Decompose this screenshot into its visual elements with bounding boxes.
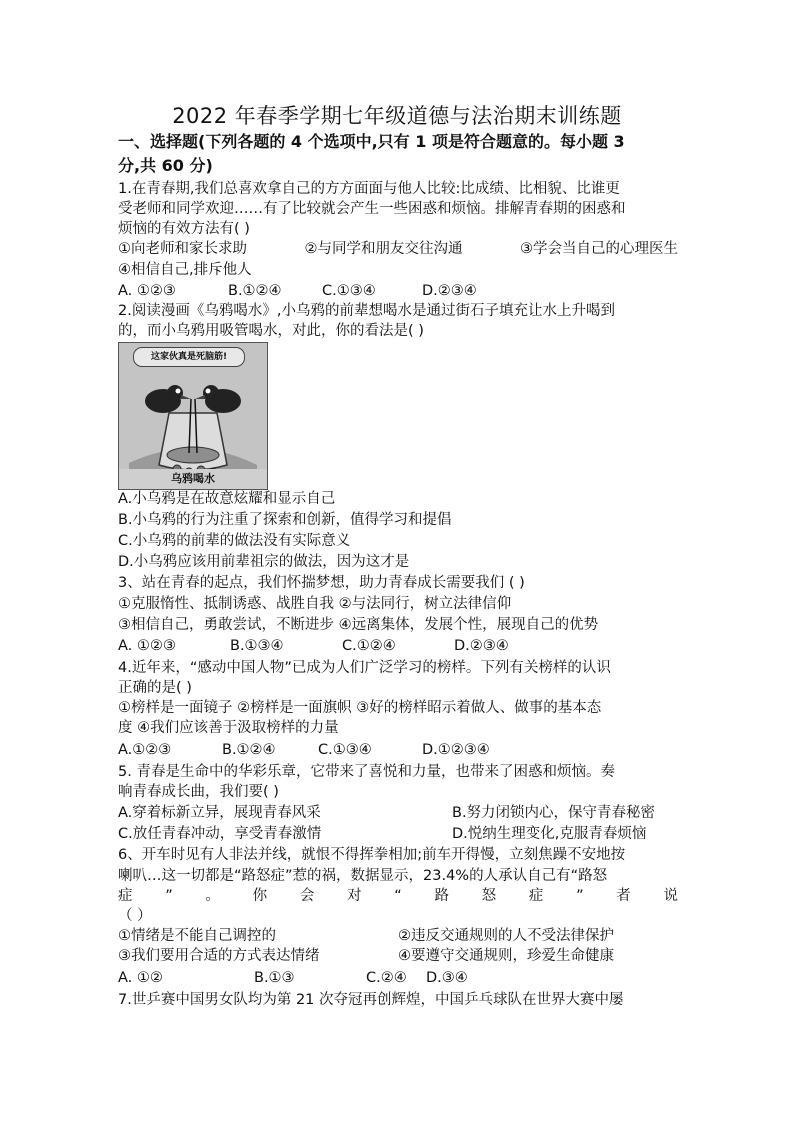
q6-stem-line3 [118, 886, 678, 906]
comic-speech-bubble: 这家伙真是死脑筋! [133, 347, 245, 367]
q1-option-a: A. ①②③ [118, 283, 176, 299]
q2-option-a: A.小乌鸦是在故意炫耀和显示自己 [118, 491, 336, 507]
q3-option-a: A. ①②③ [118, 638, 176, 654]
q1-option-d: D.②③④ [422, 283, 477, 299]
q1-stem-line3: 烦恼的有效方法有( ) [118, 221, 250, 237]
q2-stem-line1: 2.阅读漫画《乌鸦喝水》,小乌鸦的前辈想喝水是通过街石子填充让水上升喝到 [118, 303, 615, 319]
q3-items-line1: ①克服惰性、抵制诱惑、战胜自我 ②与法同行，树立法律信仰 [118, 596, 512, 612]
q5-option-c: C.放任青春冲动，享受青春激情 [118, 826, 322, 842]
q6-item-4: ④要遵守交通规则，珍爱生命健康 [398, 948, 614, 964]
q6-option-a: A. ①② [118, 970, 163, 986]
q6-stem-line1: 6、开车时见有人非法并线，就恨不得挥拳相加;前车开得慢，立刻焦躁不安地按 [118, 847, 626, 863]
q6-stem-char: 。 [205, 888, 220, 904]
q6-answer-bracket: （ ） [118, 908, 152, 924]
q4-option-d: D.①②③④ [422, 742, 490, 758]
q1-stem-line1: 1.在青春期,我们总喜欢拿自己的方方面面与他人比较:比成绩、比相貌、比谁更 [118, 181, 620, 197]
q4-stem-line2: 正确的是( ) [118, 680, 192, 696]
q6-option-b: B.①③ [254, 970, 295, 986]
q1-item-1: ①向老师和家长求助 [118, 241, 247, 257]
q4-option-a: A.①②③ [118, 742, 172, 758]
q6-item-1: ①情绪是不能自己调控的 [118, 928, 276, 944]
q6-stem-char: ” [165, 888, 173, 904]
q4-option-c: C.①③④ [318, 742, 372, 758]
q2-option-d: D.小乌鸦应该用前辈祖宗的做法，因为这才是 [118, 554, 410, 570]
q1-items-row [118, 239, 678, 259]
q1-option-b: B.①②④ [228, 283, 282, 299]
comic-caption: 乌鸦喝水 [119, 469, 267, 489]
q6-stem-char: 怒 [481, 888, 497, 904]
section-heading-line1: 一、选择题(下列各题的 4 个选项中,只有 1 项是符合题意的。每小题 3 [118, 132, 625, 151]
q6-stem-char: 会 [299, 888, 315, 904]
q1-item-4: ④相信自己,排斥他人 [118, 262, 252, 278]
q4-option-b: B.①②④ [222, 742, 276, 758]
q2-stem-line2: 的，而小乌鸦用吸管喝水，对此，你的看法是( ) [118, 323, 424, 339]
q7-stem-line1: 7.世乒赛中国男女队均为第 21 次夺冠再创辉煌，中国乒乓球队在世界大赛中屡 [118, 992, 624, 1008]
q6-option-d: D.③④ [426, 970, 468, 986]
q6-item-3: ③我们要用合适的方式表达情绪 [118, 948, 320, 964]
q6-stem-char: 症 [528, 888, 544, 904]
q3-option-c: C.①②④ [342, 638, 396, 654]
q3-option-d: D.②③④ [454, 638, 509, 654]
q1-item-3: ③学会当自己的心理医生 [520, 241, 678, 257]
q6-item-2: ②违反交通规则的人不受法律保护 [398, 928, 614, 944]
q6-stem-char: 症 [118, 888, 133, 904]
q5-option-a: A.穿着标新立异，展现青春风采 [118, 805, 321, 821]
section-heading-line2: 分,共 60 分) [118, 156, 213, 175]
q2-option-b: B.小乌鸦的行为注重了探索和创新，值得学习和提倡 [118, 512, 452, 528]
q6-stem-char: 说 [663, 888, 678, 904]
q6-stem-char: 你 [252, 888, 268, 904]
q6-stem-char: 者 [616, 888, 631, 904]
q6-stem-char: 对 [347, 888, 362, 904]
q4-items-line1: ①榜样是一面镜子 ②榜样是一面旗帜 ③好的榜样昭示着做人、做事的基本态 [118, 700, 602, 716]
q1-item-2: ②与同学和朋友交往沟通 [304, 241, 463, 257]
q3-option-b: B.①③④ [230, 638, 284, 654]
q4-stem-line1: 4.近年来，“感动中国人物”已成为人们广泛学习的榜样。下列有关榜样的认识 [118, 660, 611, 676]
q5-option-b: B.努力闭锁内心，保守青春秘密 [452, 805, 656, 821]
q5-stem-line1: 5. 青春是生命中的华彩乐章，它带来了喜悦和力量，也带来了困惑和烦恼。奏 [118, 764, 615, 780]
page-title: 2022 年春季学期七年级道德与法治期末训练题 [172, 104, 622, 128]
q5-stem-line2: 响青春成长曲，我们要( ) [118, 784, 279, 800]
q3-stem: 3、站在青春的起点，我们怀揣梦想，助力青春成长需要我们 ( ) [118, 575, 525, 591]
q6-stem-char: 路 [434, 888, 449, 904]
q1-option-c: C.①③④ [322, 283, 376, 299]
q6-stem-char: ” [576, 888, 584, 904]
crow-drinking-comic [118, 342, 268, 490]
q5-option-d: D.悦纳生理变化,克服青春烦恼 [452, 826, 647, 842]
q6-stem-char: “ [394, 888, 402, 904]
q3-items-line2: ③相信自己，勇敢尝试，不断进步 ④远离集体，发展个性，展现自己的优势 [118, 617, 599, 633]
q2-option-c: C.小乌鸦的前辈的做法没有实际意义 [118, 533, 351, 549]
q6-stem-line2: 喇叭…这一切都是“路怒症”惹的祸，数据显示，23.4%的人承认自己有“路怒 [118, 868, 608, 884]
q1-stem-line2: 受老师和同学欢迎……有了比较就会产生一些困惑和烦恼。排解青春期的困惑和 [118, 201, 626, 217]
q6-option-c: C.②④ [366, 970, 407, 986]
q4-items-line2: 度 ④我们应该善于汲取榜样的力量 [118, 720, 339, 736]
